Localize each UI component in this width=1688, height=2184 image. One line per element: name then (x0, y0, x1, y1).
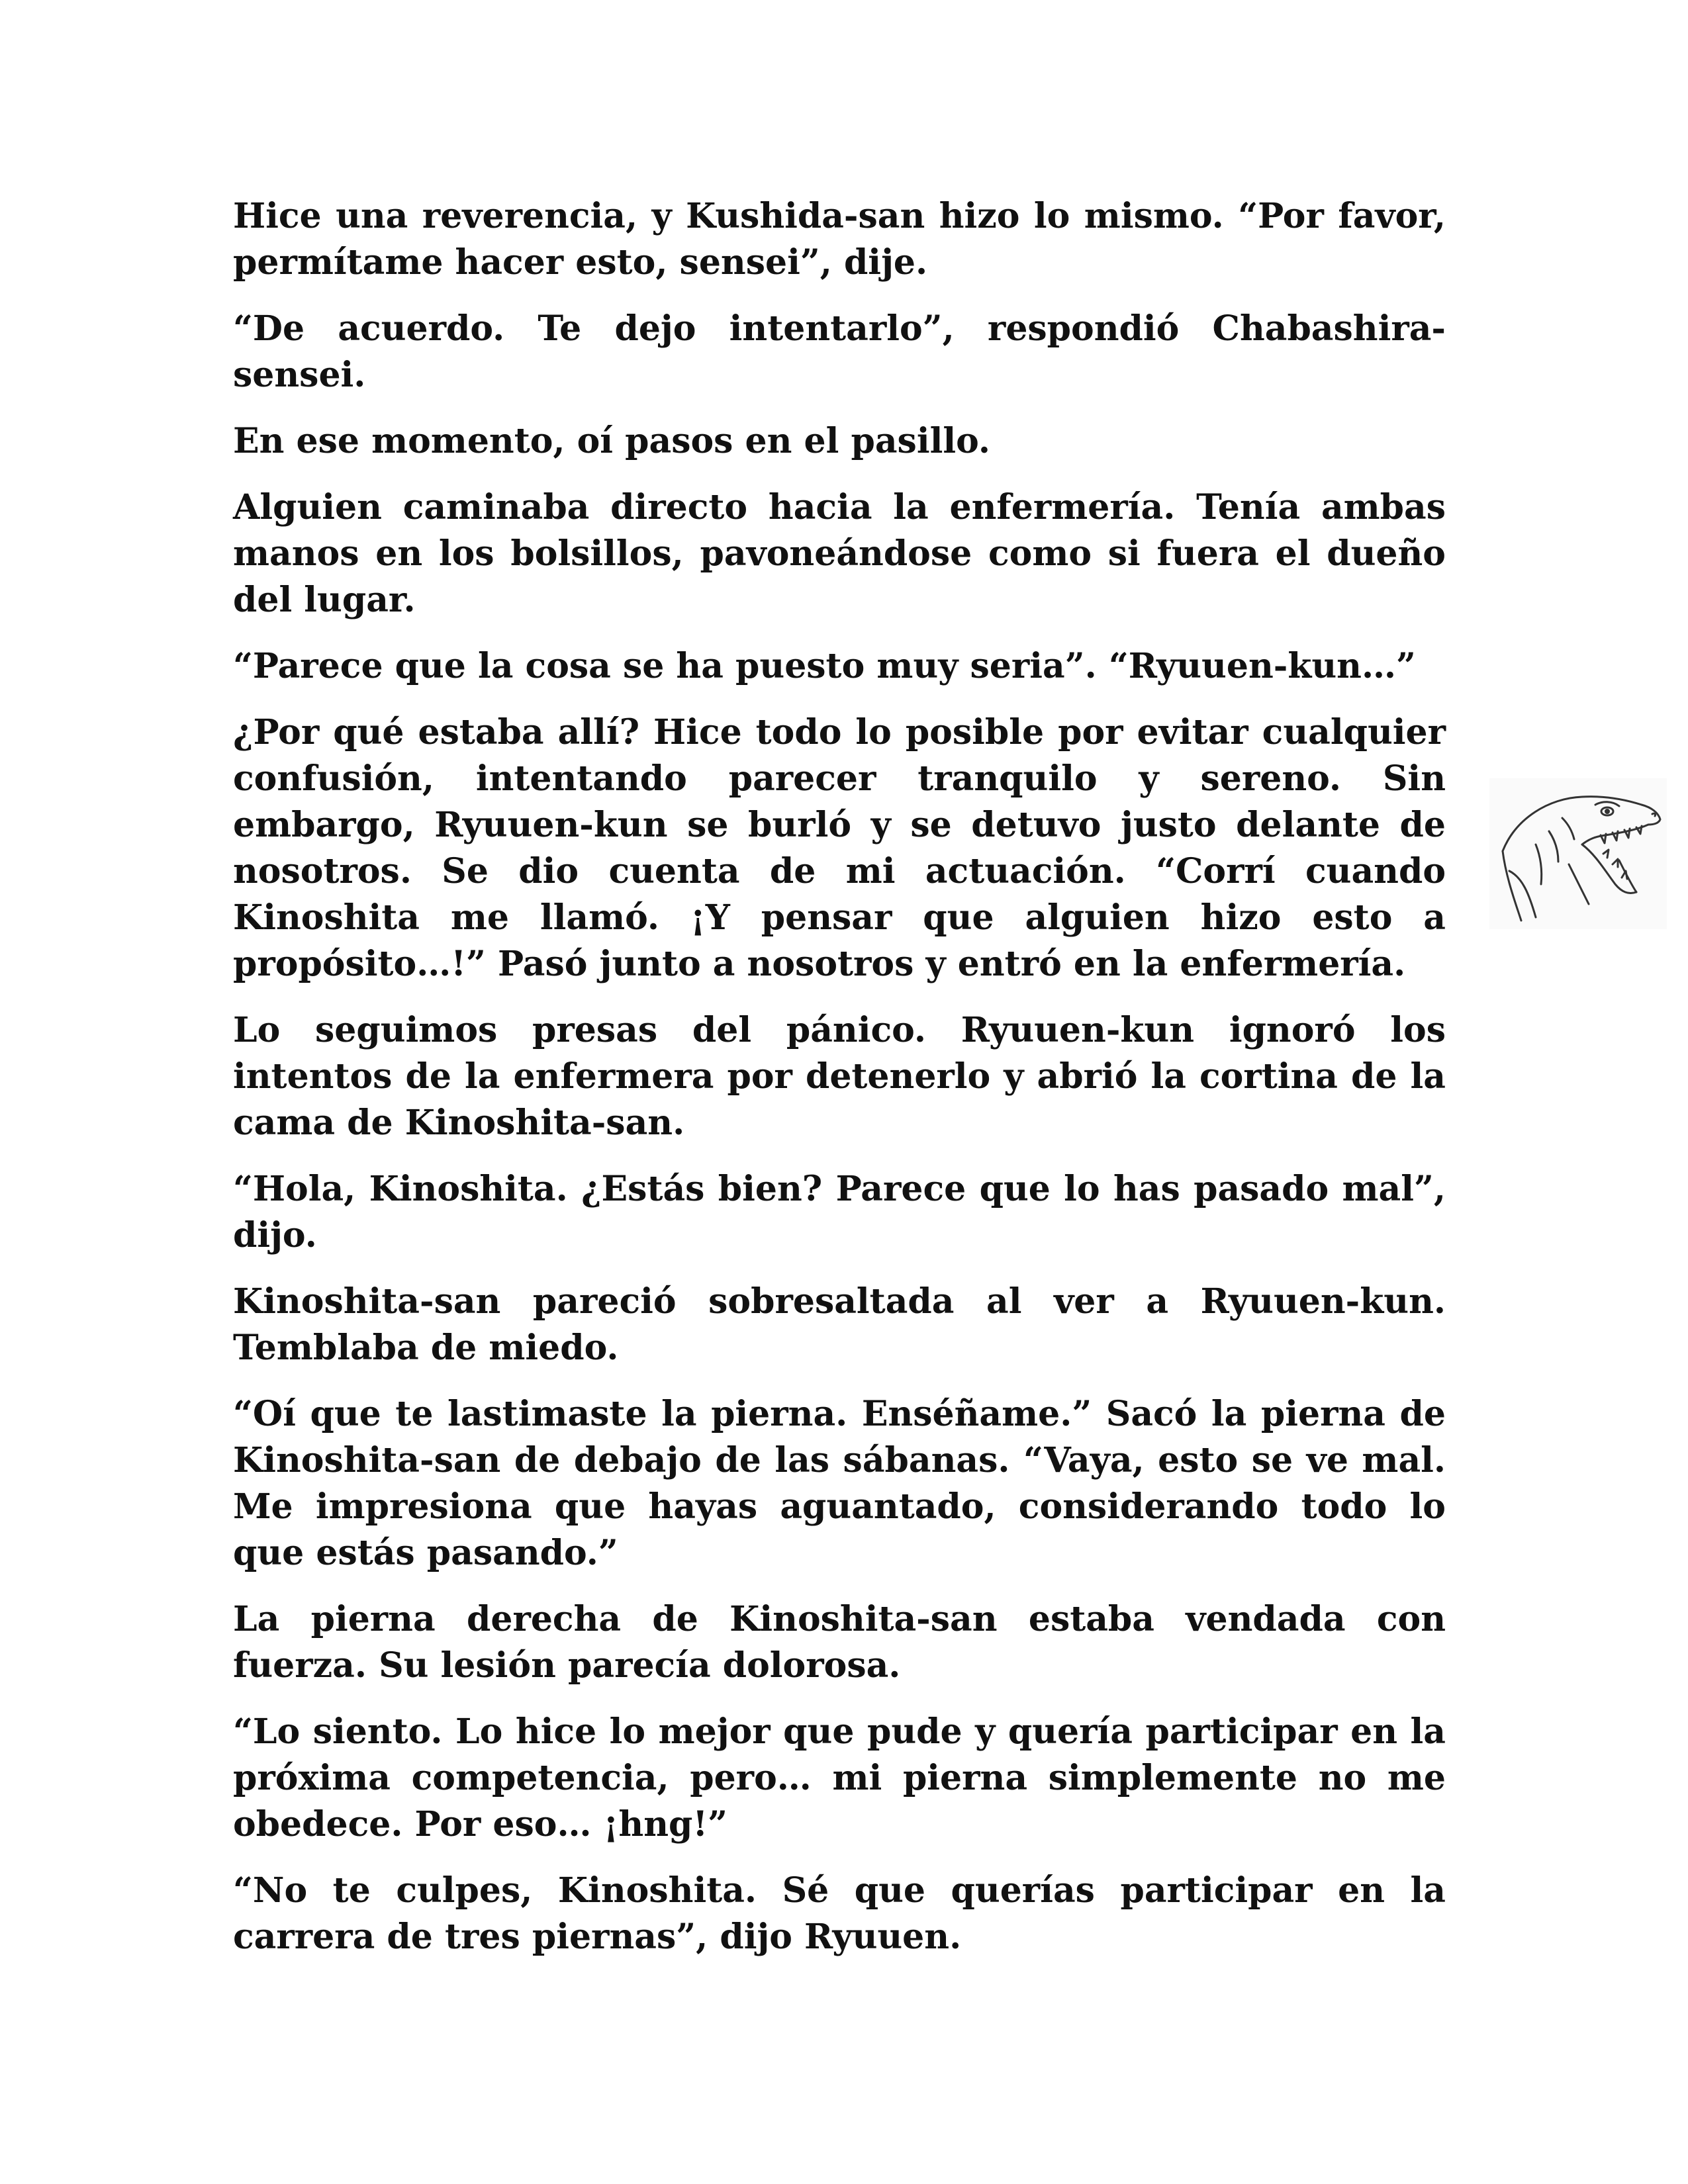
paragraph: Kinoshita-san pareció sobresaltada al ver a Ryuuen-kun. Temblaba de miedo. (233, 1281, 1446, 1368)
paragraph: “Lo siento. Lo hice lo mejor que pude y quería participar en la próxima competencia, pero… mi pierna simplemente no me obedece. Por eso… ¡hng!” (233, 1711, 1446, 1844)
paragraph: “Hola, Kinoshita. ¿Estás bien? Parece que lo has pasado mal”, dijo. (233, 1169, 1446, 1255)
paragraph: Alguien caminaba directo hacia la enfermería. Tenía ambas manos en los bolsillos, pavoneándose como si fuera el dueño del lugar. (233, 487, 1446, 620)
paragraph: “De acuerdo. Te dejo intentarlo”, respondió Chabashira-sensei. (233, 308, 1446, 395)
dinosaur-sketch-icon (1489, 778, 1667, 929)
paragraph: ¿Por qué estaba allí? Hice todo lo posible por evitar cualquier confusión, intentando parecer tranquilo y sereno. Sin embargo, Ryuuen-kun se burló y se detuvo justo delante de nosotros. Se dio cuenta de mi actuación. “Corrí cuando Kinoshita me llamó. ¡Y pensar que alguien hizo esto a propósito…!” Pasó junto a nosotros y entró en la enfermería. (233, 712, 1446, 984)
paragraph: La pierna derecha de Kinoshita-san estaba vendada con fuerza. Su lesión parecía dolorosa. (233, 1599, 1446, 1686)
paragraph: Lo seguimos presas del pánico. Ryuuen-kun ignoró los intentos de la enfermera por detenerlo y abrió la cortina de la cama de Kinoshita-san. (233, 1010, 1446, 1143)
paragraph: “Parece que la cosa se ha puesto muy seria”. “Ryuuen-kun…” (233, 646, 1416, 686)
paragraph: “Oí que te lastimaste la pierna. Enséñame.” Sacó la pierna de Kinoshita-san de debajo de las sábanas. “Vaya, esto se ve mal. Me impresiona que hayas aguantado, considerando todo lo que estás pasando.” (233, 1394, 1446, 1573)
body-text (233, 193, 1446, 1980)
paragraph: En ese momento, oí pasos en el pasillo. (233, 421, 990, 461)
paragraph: “No te culpes, Kinoshita. Sé que querías participar en la carrera de tres piernas”, dijo Ryuuen. (233, 1870, 1446, 1957)
paragraph: Hice una reverencia, y Kushida-san hizo lo mismo. “Por favor, permítame hacer esto, sensei”, dije. (233, 196, 1446, 283)
